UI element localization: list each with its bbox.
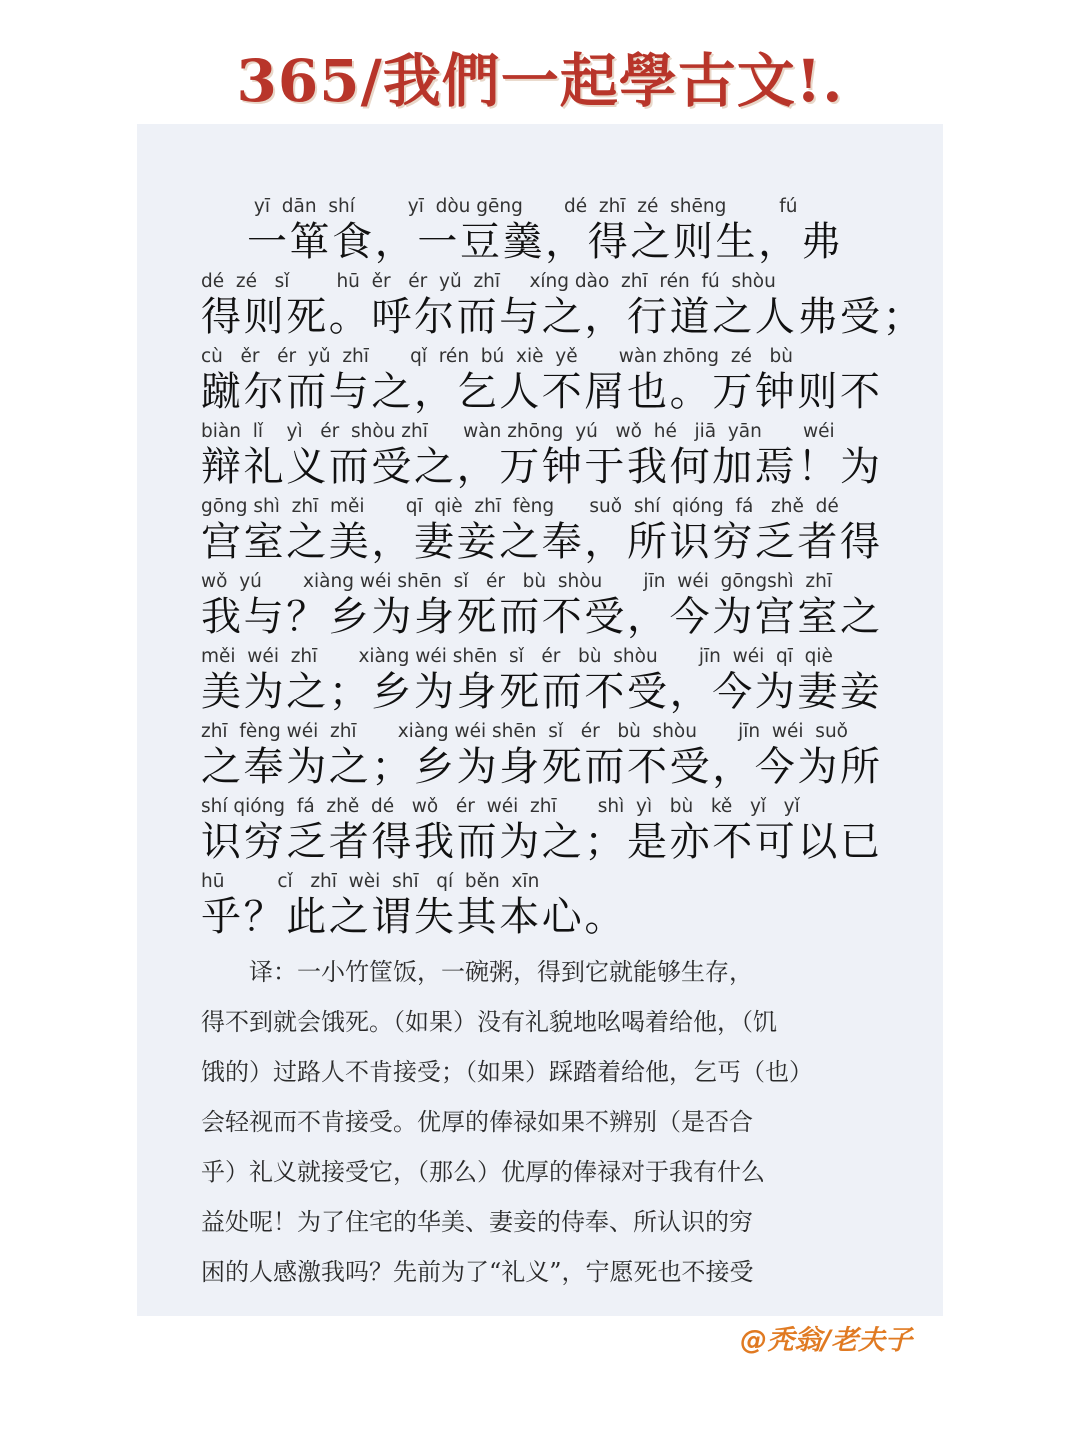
translation-line: 困的人感激我吗？先前为了“礼义”，宁愿死也不接受 (201, 1258, 754, 1286)
text-line-9 (201, 796, 881, 871)
hanzi-row: 辩礼义而受之，万钟于我何加焉！为 (201, 444, 883, 490)
pinyin-row: yī dān shí yī dòu gēng dé zhī zé shēng fú (201, 196, 798, 217)
translation-line: 乎）礼义就接受它，（那么）优厚的俸禄对于我有什么 (201, 1158, 765, 1186)
hanzi-row: 我与？乡为身死而不受，今为宫室之 (201, 594, 883, 640)
translation-block (201, 950, 881, 1300)
hanzi-row: 乎？此之谓失其本心。 (201, 894, 627, 940)
translation-line: 得不到就会饿死。（如果）没有礼貌地吆喝着给他，（饥 (201, 1008, 777, 1036)
text-line-5 (201, 496, 881, 571)
text-line-4 (201, 421, 881, 496)
hanzi-row: 识穷乏者得我而为之；是亦不可以已 (201, 819, 883, 865)
hanzi-row: 一箪食，一豆羹，得之则生，弗 (201, 219, 844, 265)
author-watermark: @秃翁/老夫子 (740, 1325, 912, 1356)
text-line-7 (201, 646, 881, 721)
translation-line: 译：一小竹筐饭，一碗粥，得到它就能够生存， (201, 958, 753, 986)
text-line-10 (201, 871, 881, 946)
hanzi-row: 之奉为之；乡为身死而不受，今为所 (201, 744, 883, 790)
text-line-2 (201, 271, 926, 346)
pinyin-row: shí qióng fá zhě dé wǒ ér wéi zhī shì yì bù kě yǐ yǐ (201, 796, 800, 817)
pinyin-row: dé zé sǐ hū ěr ér yǔ zhī xíng dào zhī rén fú shòu (201, 271, 776, 292)
pinyin-row: hū cǐ zhī wèi shī qí běn xīn (201, 871, 540, 892)
hanzi-row: 美为之；乡为身死而不受，今为妻妾 (201, 669, 883, 715)
pinyin-row: wǒ yú xiàng wéi shēn sǐ ér bù shòu jīn wéi gōngshì zhī (201, 571, 832, 592)
translation-line: 益处呢！为了住宅的华美、妻妾的侍奉、所认识的穷 (201, 1208, 753, 1236)
translation-line: 会轻视而不肯接受。优厚的俸禄如果不辨别（是否合 (201, 1108, 753, 1136)
pinyin-row: měi wéi zhī xiàng wéi shēn sǐ ér bù shòu jīn wéi qī qiè (201, 646, 833, 667)
text-line-6 (201, 571, 881, 646)
text-line-8 (201, 721, 881, 796)
pinyin-row: biàn lǐ yì ér shòu zhī wàn zhōng yú wǒ hé jiā yān wéi (201, 421, 835, 442)
pinyin-row: cù ěr ér yǔ zhī qǐ rén bú xiè yě wàn zhōng zé bù (201, 346, 794, 367)
classical-text (201, 196, 926, 946)
pinyin-row: zhī fèng wéi zhī xiàng wéi shēn sǐ ér bù shòu jīn wéi suǒ (201, 721, 848, 742)
textbook-page (137, 124, 943, 1316)
text-line-3 (201, 346, 881, 421)
page-title-banner: 365/我們一起學古文!. (236, 47, 844, 115)
hanzi-row: 蹴尔而与之，乞人不屑也。万钟则不 (201, 369, 883, 415)
text-line-1 (201, 196, 881, 271)
pinyin-row: gōng shì zhī měi qī qiè zhī fèng suǒ shí qióng fá zhě dé (201, 496, 839, 517)
translation-line: 饿的）过路人不肯接受；（如果）踩踏着给他，乞丐（也） (201, 1058, 813, 1086)
hanzi-row: 得则死。呼尔而与之，行道之人弗受； (201, 294, 926, 340)
hanzi-row: 宫室之美，妻妾之奉，所识穷乏者得 (201, 519, 883, 565)
